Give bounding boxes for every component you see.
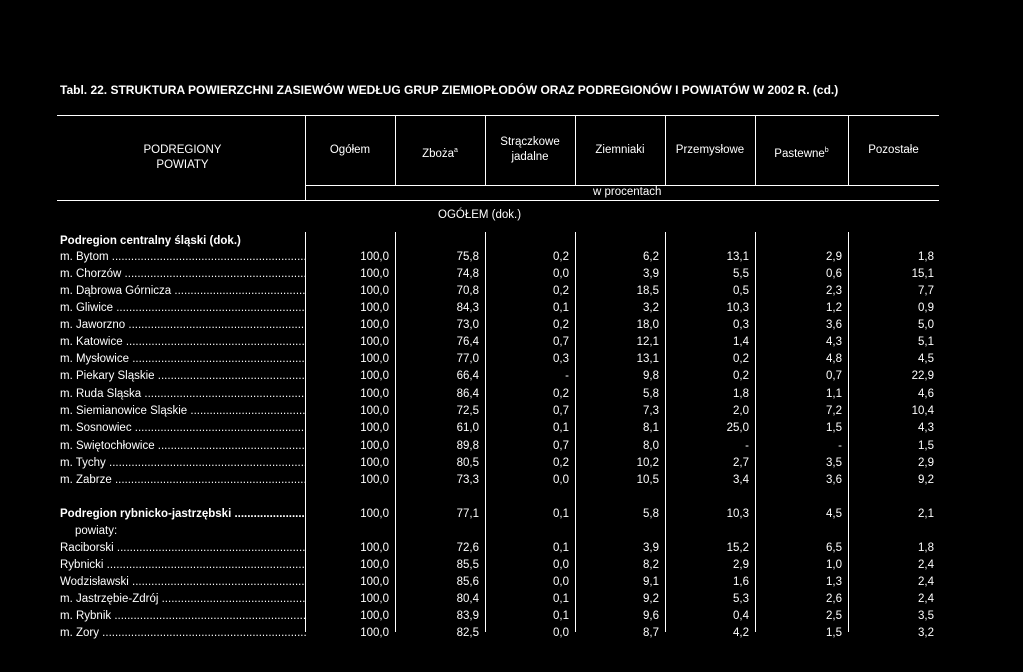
row-value: 0,6: [826, 268, 842, 280]
header-straczkowe: [485, 135, 575, 165]
row-label: m. Dąbrowa Górnicza .....: [60, 285, 306, 297]
row-label: powiaty:: [75, 525, 118, 537]
table-row: [0, 474, 1023, 491]
row-value: 85,5: [456, 559, 479, 571]
header-regions-line2: POWIATY: [156, 159, 209, 171]
row-label: Podregion centralny śląski (dok.): [60, 235, 241, 247]
table-row: [0, 405, 1023, 422]
table-row: [0, 302, 1023, 319]
row-value: 1,2: [826, 302, 842, 314]
header-zboza-label: Zboża: [422, 147, 455, 160]
row-value: 1,3: [826, 576, 842, 588]
row-label: Raciborski .....: [60, 542, 306, 554]
row-value: 8,7: [643, 627, 659, 639]
row-value: 3,4: [733, 474, 749, 486]
row-value: 100,0: [360, 353, 389, 365]
row-value: 3,6: [826, 319, 842, 331]
row-value: 4,6: [918, 388, 934, 400]
row-value: 2,5: [826, 610, 842, 622]
row-value: 4,3: [826, 336, 842, 348]
row-value: 0,2: [553, 457, 569, 469]
row-value: 0,4: [733, 610, 749, 622]
table-row: [0, 559, 1023, 576]
row-value: 66,4: [456, 370, 479, 382]
table-row: [0, 370, 1023, 387]
row-value: 1,4: [733, 336, 749, 348]
row-value: 100,0: [360, 457, 389, 469]
row-value: 2,4: [918, 593, 934, 605]
row-value: 3,9: [643, 268, 659, 280]
row-label: Wodzisławski .....: [60, 576, 306, 588]
row-value: 4,2: [733, 627, 749, 639]
table-row: [0, 268, 1023, 285]
row-value: 77,0: [456, 353, 479, 365]
row-value: 72,6: [456, 542, 479, 554]
row-value: 25,0: [726, 422, 749, 434]
row-value: 1,5: [918, 440, 934, 452]
row-value: 0,0: [553, 474, 569, 486]
table-row: [0, 576, 1023, 593]
row-value: 100,0: [360, 440, 389, 452]
row-value: 9,8: [643, 370, 659, 382]
row-value: 1,6: [733, 576, 749, 588]
table-row: [0, 457, 1023, 474]
row-value: 0,1: [553, 508, 569, 520]
header-ziemniaki: Ziemniaki: [595, 144, 645, 156]
header-regions: [60, 143, 305, 173]
row-value: 12,1: [636, 336, 659, 348]
row-label: m. Rybnik .....: [60, 610, 306, 622]
row-value: 4,3: [918, 422, 934, 434]
row-value: 5,1: [918, 336, 934, 348]
row-value: 0,2: [553, 285, 569, 297]
row-value: 10,3: [726, 508, 749, 520]
header-bottom-rule: [57, 200, 939, 201]
row-label: m. Bytom .....: [60, 251, 306, 263]
row-value: 10,5: [636, 474, 659, 486]
row-value: 2,1: [918, 508, 934, 520]
row-value: 86,4: [456, 388, 479, 400]
row-value: 5,8: [643, 508, 659, 520]
row-value: 82,5: [456, 627, 479, 639]
row-value: 100,0: [360, 542, 389, 554]
row-value: 10,3: [726, 302, 749, 314]
row-value: 4,5: [918, 353, 934, 365]
row-value: 89,8: [456, 440, 479, 452]
row-value: 0,1: [553, 422, 569, 434]
row-value: 9,2: [918, 474, 934, 486]
row-value: 3,5: [826, 457, 842, 469]
row-label: m. Chorzów .....: [60, 268, 306, 280]
row-value: 0,0: [553, 268, 569, 280]
row-value: 72,5: [456, 405, 479, 417]
table-row: [0, 285, 1023, 302]
row-value: 85,6: [456, 576, 479, 588]
row-value: 1,1: [826, 388, 842, 400]
row-value: 3,9: [643, 542, 659, 554]
row-value: 9,2: [643, 593, 659, 605]
row-value: 100,0: [360, 251, 389, 263]
row-value: 100,0: [360, 627, 389, 639]
row-value: 8,2: [643, 559, 659, 571]
row-value: 76,4: [456, 336, 479, 348]
row-value: -: [838, 440, 842, 452]
row-label: m. Jastrzębie-Zdrój .....: [60, 593, 306, 605]
table-title: Tabl. 22. STRUKTURA POWIERZCHNI ZASIEWÓW WEDŁUG GRUP ZIEMIOPŁODÓW ORAZ PODREGIONÓW I POWIATÓW W 2002 R. (cd.): [60, 83, 839, 97]
row-value: 13,1: [726, 251, 749, 263]
row-value: -: [745, 440, 749, 452]
row-value: 2,9: [733, 559, 749, 571]
table-row: [0, 422, 1023, 439]
row-value: 100,0: [360, 422, 389, 434]
row-value: 18,0: [636, 319, 659, 331]
row-value: 10,4: [911, 405, 934, 417]
row-value: 1,8: [918, 251, 934, 263]
row-value: 0,7: [553, 405, 569, 417]
row-label: m. Piekary Śląskie .....: [60, 370, 306, 382]
row-value: 0,7: [553, 336, 569, 348]
row-label: Rybnicki .....: [60, 559, 306, 571]
row-value: 2,3: [826, 285, 842, 297]
table-row: [0, 440, 1023, 457]
row-label: m. Ruda Śląska .....: [60, 388, 306, 400]
row-value: 0,2: [733, 353, 749, 365]
table-row: [0, 508, 1023, 525]
row-label: m. Tychy .....: [60, 457, 306, 469]
row-value: 100,0: [360, 474, 389, 486]
row-value: 0,1: [553, 610, 569, 622]
row-value: 80,4: [456, 593, 479, 605]
row-value: 1,0: [826, 559, 842, 571]
row-value: 15,1: [911, 268, 934, 280]
row-value: 0,3: [733, 319, 749, 331]
row-value: 3,2: [643, 302, 659, 314]
row-value: 7,7: [918, 285, 934, 297]
header-pastewne-sup: b: [824, 147, 829, 154]
row-label: m. Zabrze .....: [60, 474, 306, 486]
row-value: 83,9: [456, 610, 479, 622]
row-value: 2,9: [918, 457, 934, 469]
row-value: 0,2: [553, 319, 569, 331]
row-value: 9,6: [643, 610, 659, 622]
row-value: 2,4: [918, 576, 934, 588]
row-value: 77,1: [456, 508, 479, 520]
row-value: 3,6: [826, 474, 842, 486]
row-value: 0,9: [918, 302, 934, 314]
row-value: 2,0: [733, 405, 749, 417]
table-row: [0, 491, 1023, 508]
table-row: [0, 353, 1023, 370]
row-label: m. Siemianowice Śląskie .....: [60, 405, 306, 417]
row-value: 100,0: [360, 508, 389, 520]
row-value: 0,3: [553, 353, 569, 365]
row-value: 8,0: [643, 440, 659, 452]
row-value: 0,5: [733, 285, 749, 297]
row-value: 3,5: [918, 610, 934, 622]
header-straczkowe-line1: Strączkowe: [500, 136, 560, 148]
row-value: 2,9: [826, 251, 842, 263]
row-value: 100,0: [360, 559, 389, 571]
row-value: 2,6: [826, 593, 842, 605]
row-value: 61,0: [456, 422, 479, 434]
row-value: 0,0: [553, 627, 569, 639]
row-label: m. Żory .....: [60, 627, 306, 639]
row-value: 0,2: [553, 251, 569, 263]
row-value: 100,0: [360, 319, 389, 331]
row-value: 100,0: [360, 405, 389, 417]
header-zboza: [395, 143, 485, 162]
row-value: 0,1: [553, 593, 569, 605]
row-label: m. Gliwice .....: [60, 302, 306, 314]
header-pastewne: [755, 143, 848, 162]
row-value: 70,8: [456, 285, 479, 297]
row-value: 100,0: [360, 370, 389, 382]
row-value: 3,2: [918, 627, 934, 639]
row-value: 4,8: [826, 353, 842, 365]
table-row: [0, 235, 1023, 252]
top-rule: [57, 115, 939, 116]
table-row: [0, 627, 1023, 644]
row-value: 0,1: [553, 302, 569, 314]
row-value: 100,0: [360, 302, 389, 314]
table-row: [0, 319, 1023, 336]
row-value: 100,0: [360, 610, 389, 622]
row-value: 0,0: [553, 559, 569, 571]
row-value: 6,2: [643, 251, 659, 263]
row-value: 1,8: [733, 388, 749, 400]
row-value: 100,0: [360, 285, 389, 297]
row-value: 0,1: [553, 542, 569, 554]
row-value: 73,3: [456, 474, 479, 486]
header-przemyslowe: Przemysłowe: [675, 144, 745, 156]
row-value: 2,7: [733, 457, 749, 469]
row-value: 8,1: [643, 422, 659, 434]
row-value: 1,8: [918, 542, 934, 554]
row-label: m. Mysłowice .....: [60, 353, 306, 365]
header-pozostale: Pozostałe: [868, 144, 919, 156]
row-value: 6,5: [826, 542, 842, 554]
header-straczkowe-line2: jadalne: [511, 151, 549, 163]
row-value: 100,0: [360, 388, 389, 400]
row-value: 0,7: [826, 370, 842, 382]
table-row: [0, 542, 1023, 559]
row-value: 73,0: [456, 319, 479, 331]
row-value: 10,2: [636, 457, 659, 469]
row-value: 0,7: [553, 440, 569, 452]
row-value: 7,2: [826, 405, 842, 417]
section-label: OGÓŁEM (dok.): [438, 209, 522, 221]
header-zboza-sup: a: [454, 147, 458, 154]
row-value: 100,0: [360, 268, 389, 280]
row-label: m. Sosnowiec .....: [60, 422, 306, 434]
table-row: [0, 388, 1023, 405]
row-value: 4,5: [826, 508, 842, 520]
header-unit: w procentach: [593, 186, 662, 198]
row-value: 0,0: [553, 576, 569, 588]
row-value: 0,2: [553, 388, 569, 400]
row-value: 18,5: [636, 285, 659, 297]
table-row: [0, 610, 1023, 627]
row-label: m. Świętochłowice .....: [60, 440, 306, 452]
row-value: 5,0: [918, 319, 934, 331]
header-pastewne-label: Pastewne: [774, 147, 825, 160]
header-regions-line1: PODREGIONY: [143, 144, 222, 156]
row-label: m. Katowice .....: [60, 336, 306, 348]
table-row: [0, 593, 1023, 610]
row-value: 2,4: [918, 559, 934, 571]
row-value: 7,3: [643, 405, 659, 417]
row-value: -: [565, 370, 569, 382]
row-value: 22,9: [911, 370, 934, 382]
row-value: 5,8: [643, 388, 659, 400]
row-value: 84,3: [456, 302, 479, 314]
row-value: 15,2: [726, 542, 749, 554]
row-value: 80,5: [456, 457, 479, 469]
row-label: Podregion rybnicko-jastrzębski .....: [60, 508, 306, 520]
row-value: 75,8: [456, 251, 479, 263]
table-row: [0, 336, 1023, 353]
row-value: 0,2: [733, 370, 749, 382]
header-ogolem: Ogółem: [329, 144, 371, 156]
row-label: m. Jaworzno .....: [60, 319, 306, 331]
table-row: [0, 525, 1023, 542]
row-value: 1,5: [826, 422, 842, 434]
row-value: 5,3: [733, 593, 749, 605]
row-value: 5,5: [733, 268, 749, 280]
row-value: 1,5: [826, 627, 842, 639]
row-value: 100,0: [360, 576, 389, 588]
table-row: [0, 251, 1023, 268]
row-value: 13,1: [636, 353, 659, 365]
row-value: 74,8: [456, 268, 479, 280]
row-value: 9,1: [643, 576, 659, 588]
row-value: 100,0: [360, 593, 389, 605]
row-value: 100,0: [360, 336, 389, 348]
